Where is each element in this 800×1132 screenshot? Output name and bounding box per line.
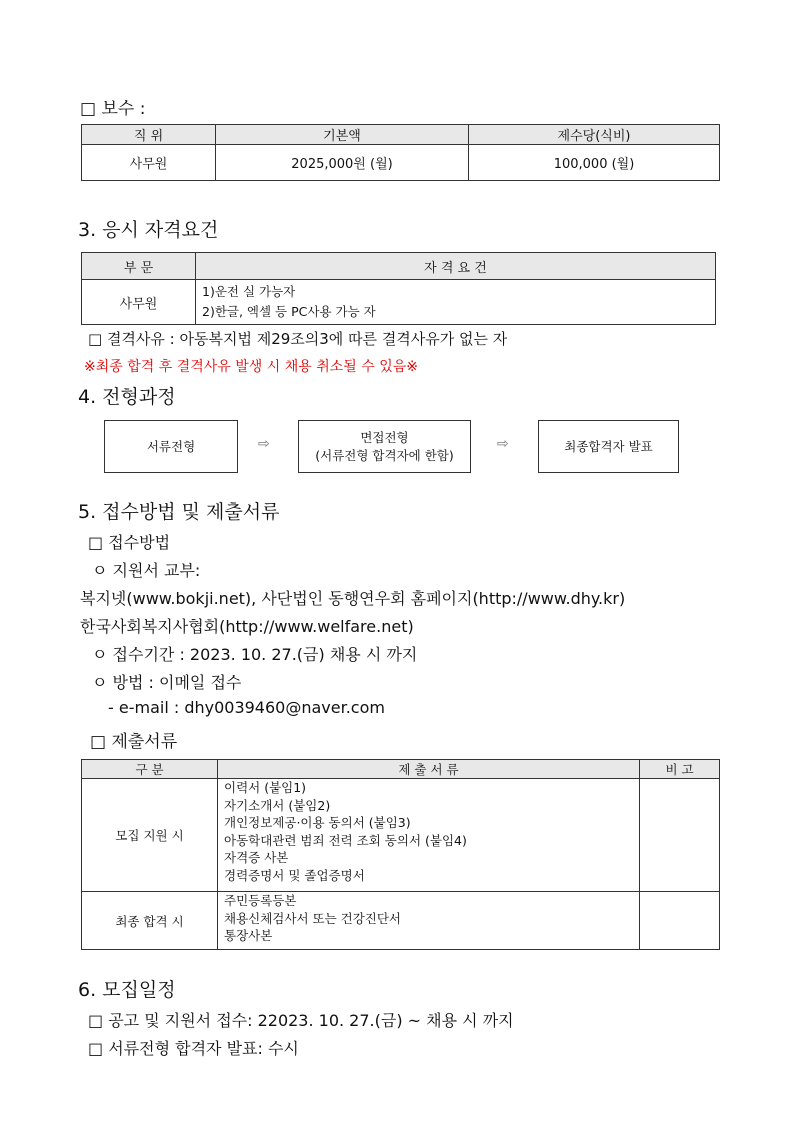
disqualification-note: □ 결격사유 : 아동복지법 제29조의3에 따른 결격사유가 없는 자 — [88, 330, 508, 348]
process-heading: 4. 전형과정 — [78, 386, 176, 408]
schedule-heading: 6. 모집일정 — [78, 979, 176, 1001]
doc-item: 아동학대관련 범죄 전력 조회 동의서 (붙임4) — [224, 832, 467, 848]
docs-heading: □ 제출서류 — [90, 732, 178, 752]
qual-cell-dept: 사무원 — [82, 280, 196, 325]
doc-item: 통장사본 — [224, 928, 273, 943]
method-item-sites: 복지넷(www.bokji.net), 사단법인 동행연우회 홈페이지(http://www.dhy.kr) — [80, 589, 626, 608]
method-item-association: 한국사회복지사협회(http://www.welfare.net) — [80, 617, 414, 636]
process-step-final — [538, 420, 679, 473]
qual-req-item: 2)한글, 엑셀 등 PC사용 가능 자 — [202, 304, 376, 319]
arrow-right-icon: ⇨ — [258, 436, 270, 452]
process-step-interview-label: 면접전형 — [360, 429, 409, 445]
method-item-distribution: ㅇ 지원서 교부: — [92, 561, 201, 580]
docs-row2-label: 최종 합격 시 — [82, 892, 218, 950]
docs-header-category: 구 분 — [82, 760, 218, 779]
pay-header-position: 직 위 — [82, 125, 216, 145]
pay-header-base: 기본액 — [216, 125, 469, 145]
docs-row1-list — [218, 779, 640, 892]
pay-cell-position: 사무원 — [82, 145, 216, 181]
qualification-heading: 3. 응시 자격요건 — [78, 219, 219, 241]
docs-row2-list — [218, 892, 640, 950]
qual-cell-reqs — [196, 280, 716, 325]
docs-header-remarks: 비 고 — [640, 760, 720, 779]
qual-req-item: 1)운전 실 가능자 — [202, 284, 296, 299]
documents-table — [81, 759, 720, 950]
doc-item: 경력증명서 및 졸업증명서 — [224, 867, 365, 883]
process-step-document-label: 서류전형 — [146, 438, 196, 454]
process-step-document — [104, 420, 238, 473]
pay-heading: □ 보수 : — [80, 99, 146, 119]
pay-table — [81, 124, 720, 181]
pay-cell-base: 2025,000원 (월) — [216, 145, 469, 181]
qualification-table — [81, 252, 716, 325]
method-item-way: ㅇ 방법 : 이메일 접수 — [92, 673, 242, 692]
process-step-interview — [298, 420, 471, 473]
doc-item: 채용신체검사서 또는 건강진단서 — [224, 910, 401, 926]
doc-item: 주민등록등본 — [224, 893, 297, 908]
apply-heading: 5. 접수방법 및 제출서류 — [78, 501, 280, 523]
cancellation-warning: ※최종 합격 후 결격사유 발생 시 채용 취소될 수 있음※ — [84, 359, 418, 375]
method-email: - e-mail : dhy0039460@naver.com — [108, 698, 385, 717]
docs-header-documents: 제 출 서 류 — [218, 760, 640, 779]
doc-item: 개인정보제공·이용 동의서 (붙임3) — [224, 815, 411, 830]
method-heading: □ 접수방법 — [88, 533, 171, 552]
docs-row1-remarks — [640, 779, 720, 892]
schedule-item-application: □ 공고 및 지원서 접수: 22023. 10. 27.(금) ~ 채용 시 까지 — [88, 1011, 514, 1030]
doc-item: 이력서 (붙임1) — [224, 780, 307, 795]
schedule-item-announcement: □ 서류전형 합격자 발표: 수시 — [88, 1039, 299, 1058]
docs-row1-label: 모집 지원 시 — [82, 779, 218, 892]
doc-item: 자기소개서 (붙임2) — [224, 797, 331, 813]
pay-cell-allowance: 100,000 (월) — [469, 145, 720, 181]
arrow-right-icon: ⇨ — [497, 436, 509, 452]
doc-item: 자격증 사본 — [224, 850, 289, 865]
process-step-final-label: 최종합격자 발표 — [564, 438, 653, 454]
process-step-interview-note: (서류전형 합격자에 한함) — [315, 447, 454, 463]
docs-row2-remarks — [640, 892, 720, 950]
pay-header-allowance: 제수당(식비) — [469, 125, 720, 145]
method-item-period: ㅇ 접수기간 : 2023. 10. 27.(금) 채용 시 까지 — [92, 645, 418, 664]
qual-header-req: 자 격 요 건 — [196, 253, 716, 280]
qual-header-dept: 부 문 — [82, 253, 196, 280]
